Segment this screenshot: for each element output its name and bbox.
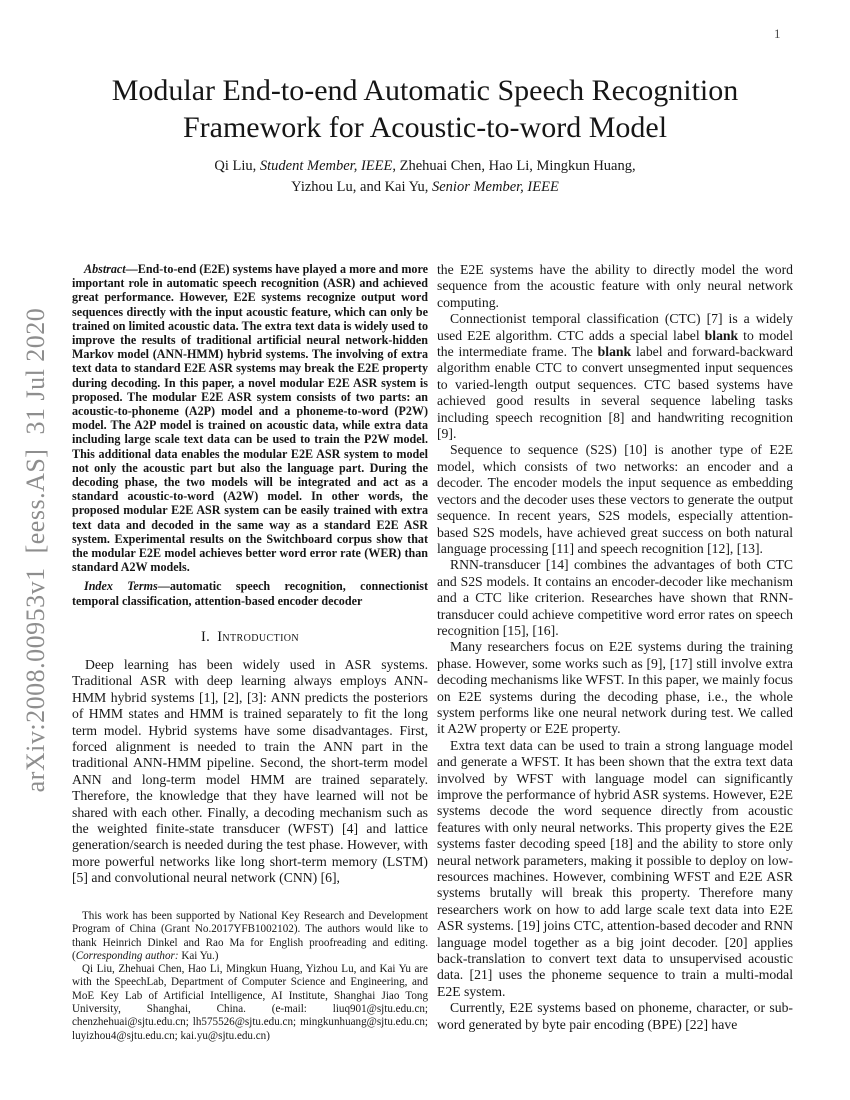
author-line-1: Qi Liu, Student Member, IEEE, Zhehuai Chen, Hao Li, Mingkun Huang, [214, 158, 636, 174]
body-paragraph: Currently, E2E systems based on phoneme, character, or sub-word generated by byte pair encoding (BPE) [22] have [437, 1000, 793, 1032]
body-paragraph: the E2E systems have the ability to directly model the word sequence from the acoustic feature with only neural network computing. [437, 262, 793, 310]
body-paragraph: Many researchers focus on E2E systems during the training phase. However, some works such as [9], [17] still involve extra decoding mechanisms like WFST. In this paper, we mainly focus on E2E systems during the decoding phase, i.e., the whole system performs like one neural network during test. We called it A2W property or E2E property. [437, 639, 793, 737]
column-right [437, 262, 793, 1062]
arxiv-watermark: arXiv:2008.00953v1 [eess.AS] 31 Jul 2020 [21, 307, 50, 793]
page-number: 1 [774, 26, 781, 41]
intro-paragraph: Deep learning has been widely used in ASR systems. Traditional ASR with deep learning always employs ANN-HMM hybrid systems [1], [2], [3]: ANN predicts the posteriors of HMM states and HMM is trained separately to fit the long term model. Hybrid systems have some disadvantages. First, forced alignment is needed to train the ANN part in the traditional ANN-HMM pipeline. Second, the short-term model ANN and long-term model HMM are trained separately. Therefore, the knowledge that they have learned will not be shared with each other. Finally, a decoding mechanism such as the weighted finite-state transducer (WFST) [4] and lattice generation/search is needed during the test phase. However, with more powerful networks like long short-term memory (LSTM) [5] and convolutional neural network (CNN) [6], [72, 656, 428, 886]
section-heading-introduction [72, 629, 428, 645]
footnote-acknowledgment: This work has been supported by National Key Research and Development Program of China (Grant No.2017YFB1002102). The authors would like to thank Heinrich Dinkel and Rao Ma for English proofreading and editing. (Corresponding author: Kai Yu.) [72, 910, 428, 962]
footnote [72, 910, 428, 1043]
authors [0, 156, 850, 198]
body-paragraph: Sequence to sequence (S2S) [10] is another type of E2E model, which consists of two networks: an encoder and a decoder. The encoder models the input sequence as embedding vectors and the decoder uses these vectors to generate the output sequence. In recent years, S2S models, especially attention-based S2S models, have achieved great success on both natural language processing [11] and speech recognition [12], [13]. [437, 442, 793, 556]
section-number: I. [200, 628, 211, 645]
abstract-paragraph: Abstract—End-to-end (E2E) systems have played a more and more important role in automatic speech recognition (ASR) and achieved great performance. However, E2E systems recognize output word sequences directly with the input acoustic feature, which can only be trained on limited acoustic data. The extra text data is widely used to improve the results of traditional artificial neural network-hidden Markov model (ANN-HMM) hybrid systems. The involving of extra text data to standard E2E ASR systems may break the E2E property during decoding. In this paper, a novel modular E2E ASR system is proposed. The modular E2E ASR system consists of two parts: an acoustic-to-phoneme (A2P) model and a phoneme-to-word (P2W) model. The A2P model is trained on acoustic data, while extra data including large scale text data can be used to train the P2W model. This additional data enables the modular E2E ASR system to model not only the acoustic part but also the language part. During the decoding phase, the two models will be integrated and act as a standard acoustic-to-word (A2W) model. In other words, the proposed modular E2E ASR system can be easily trained with extra text data and decoded in the same way as a standard E2E ASR system. Experimental results on the Switchboard corpus show that the modular E2E model achieves better word error rate (WER) than standard A2W models. [72, 262, 428, 575]
body-paragraph: Extra text data can be used to train a strong language model and generate a WFST. It has been shown that the extra text data involved by WFST with language model can significantly improve the performance of hybrid ASR systems. However, E2E systems decode the word sequence directly from acoustic features with only neural networks. This property gives the E2E systems faster decoding speed [18] and the ability to store only neural network parameters, making it possible to deploy on low-resources machines. However, combining WFST and E2E ASR systems brutally will break this property. Therefore many researchers work on how to add large scale text data into E2E ASR systems. [19] joins CTC, attention-based decoder and RNN language model together as a big joint decoder. [20] applies back-translation to convert text data to unsupervised acoustic data. [21] uses the phoneme sequence to train a multi-modal E2E system. [437, 737, 793, 999]
body-paragraph: Connectionist temporal classification (CTC) [7] is a widely used E2E algorithm. CTC adds a special label blank to model the intermediate frame. The blank label and forward-backward algorithm enable CTC to convert unsegmented input sequences to varied-length output sequences. CTC based systems have achieved good results in several sequence labeling tasks including speech recognition [8] and handwriting recognition [9]. [437, 311, 794, 442]
paper-title [0, 72, 850, 146]
footnote-affiliation: Qi Liu, Zhehuai Chen, Hao Li, Mingkun Huang, Yizhou Lu, and Kai Yu are with the SpeechLab, Department of Computer Science and Engineering, and MoE Key Lab of Artificial Intelligence, AI Institute, Shanghai Jiao Tong University, Shanghai, China. (e-mail: liuq901@sjtu.edu.cn; chenzhehuai@sjtu.edu.cn; lh575526@sjtu.edu.cn; mingkunhuang@sjtu.edu.cn; luyizhou4@sjtu.edu.cn; kai.yu@sjtu.edu.cn) [72, 963, 428, 1042]
column-left [72, 262, 428, 1062]
section-title: Introduction [217, 628, 300, 645]
title-line-2: Framework for Acoustic-to-word Model [182, 111, 668, 144]
index-terms-paragraph: Index Terms—automatic speech recognition, connectionist temporal classification, attention-based encoder decoder [72, 579, 428, 608]
body-paragraph: RNN-transducer [14] combines the advantages of both CTC and S2S models. It contains an encoder-decoder like mechanism and a CTC like criterion. Researches have shown that RNN-transducer could achieve competitive word error rates on speech recognition [15], [16]. [437, 557, 793, 638]
title-line-1: Modular End-to-end Automatic Speech Recognition [111, 74, 739, 107]
author-line-2: Yizhou Lu, and Kai Yu, Senior Member, IEEE [291, 179, 559, 195]
